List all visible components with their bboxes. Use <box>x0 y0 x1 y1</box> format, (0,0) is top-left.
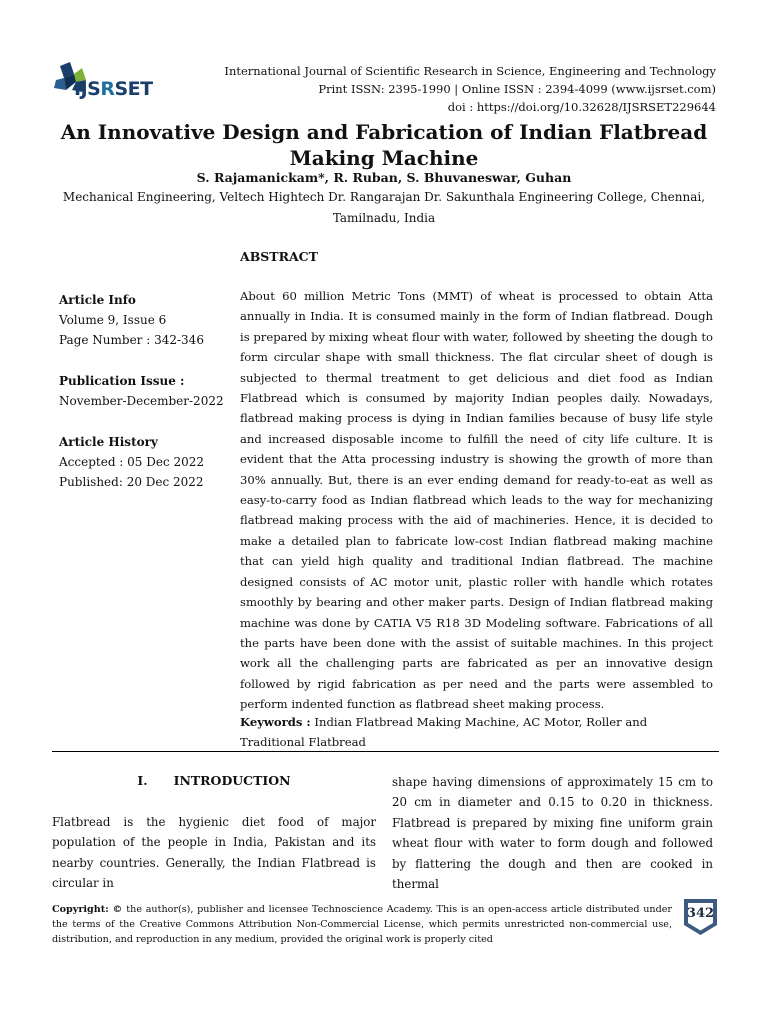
article-history-heading: Article History <box>59 435 158 449</box>
keywords-label: Keywords : <box>240 715 311 729</box>
copyright-notice <box>52 902 672 947</box>
introduction-heading <box>52 773 376 788</box>
paper-authors: S. Rajamanickam*, R. Ruban, S. Bhuvaneswar, Guhan <box>196 170 572 185</box>
article-pages: Page Number : 342-346 <box>59 333 204 347</box>
copyright-label: Copyright: <box>52 904 109 915</box>
accepted-date: Accepted : 05 Dec 2022 <box>59 455 205 469</box>
copyright-text: the author(s), publisher and licensee Technoscience Academy. This is an open-access article distributed under the terms of the Creative Commons Attribution Non-Commercial License, which permits unrestricted non-commercial use, distribution, and reproduction in any medium, provided the original work is properly cited <box>52 904 672 945</box>
journal-doi[interactable]: doi : https://doi.org/10.32628/IJSRSET229644 <box>447 100 716 114</box>
section-number: I. <box>137 773 148 788</box>
journal-logo <box>52 60 177 106</box>
page-number: 342 <box>686 906 715 921</box>
keywords-list: Indian Flatbread Making Machine, AC Motor, Roller and Traditional Flatbread <box>240 715 648 749</box>
title-line-2: Making Machine <box>289 146 479 170</box>
paper-title <box>60 119 708 171</box>
intro-column-right: shape having dimensions of approximately 15 cm to 20 cm in diameter and 0.15 to 0.20 in thickness. Flatbread is prepared by mixing fine uniform grain wheat flour with water to form dough and followed by flattering the dough and then are cooked in thermal <box>392 775 713 892</box>
publication-issue-heading: Publication Issue : <box>59 374 185 388</box>
title-line-1: An Innovative Design and Fabrication of Indian Flatbread <box>60 120 708 144</box>
publication-issue: November-December-2022 <box>59 394 224 408</box>
copyright-symbol: © <box>108 904 127 915</box>
logo-wordmark: IJSRSET <box>74 78 153 100</box>
published-date: Published: 20 Dec 2022 <box>59 475 204 489</box>
section-divider <box>52 751 719 752</box>
journal-issn: Print ISSN: 2395-1990 | Online ISSN : 2394-4099 (www.ijsrset.com) <box>318 82 716 96</box>
article-info-heading: Article Info <box>59 293 136 307</box>
journal-name: International Journal of Scientific Research in Science, Engineering and Technology <box>224 64 716 78</box>
abstract-heading: ABSTRACT <box>240 249 318 264</box>
journal-header <box>196 62 716 116</box>
paper-affiliation: Mechanical Engineering, Veltech Hightech Dr. Rangarajan Dr. Sakunthala Engineering College, Chennai, Tamilnadu, India <box>62 190 706 225</box>
section-title: INTRODUCTION <box>173 773 291 788</box>
keywords <box>240 712 713 752</box>
article-info-sidebar <box>59 290 234 513</box>
intro-column-left: Flatbread is the hygienic diet food of major population of the people in India, Pakistan and its nearby countries. Generally, the Indian Flatbread is circular in <box>52 815 376 891</box>
article-volume: Volume 9, Issue 6 <box>59 313 167 327</box>
abstract-text: About 60 million Metric Tons (MMT) of wheat is processed to obtain Atta annually in India. It is consumed mainly in the form of Indian flatbread. Dough is prepared by mixing wheat flour with water, followed by sheeting the dough to form circular shape with small thickness. The flat circular sheet of dough is subjected to thermal treatment to get delicious and diet food as Indian Flatbread which is consumed by majority Indian peoples daily. Nowadays, flatbread making process is dying in Indian families because of busy life style and increased disposable income to fulfill the need of city life culture. It is evident that the Atta processing industry is showing the growth of more than 30% annually. But, there is an ever ending demand for ready-to-eat as well as easy-to-carry food as Indian flatbread which leads to the way for mechanizing flatbread making process with the aid of machineries. Hence, it is decided to make a detailed plan to fabricate low-cost Indian flatbread making machine that can yield high quality and traditional Indian flatbread. The machine designed consists of AC motor unit, plastic roller with handle which rotates smoothly by bearing and other maker parts. Design of Indian flatbread making machine was done by CATIA V5 R18 3D Modeling software. Fabrications of all the parts have been done with the assist of suitable machines. In this project work all the challenging parts are fabricated as per an innovative design followed by rigid fabrication as per need and the parts were assembled to perform indented function as flatbread sheet making process. <box>240 289 713 712</box>
